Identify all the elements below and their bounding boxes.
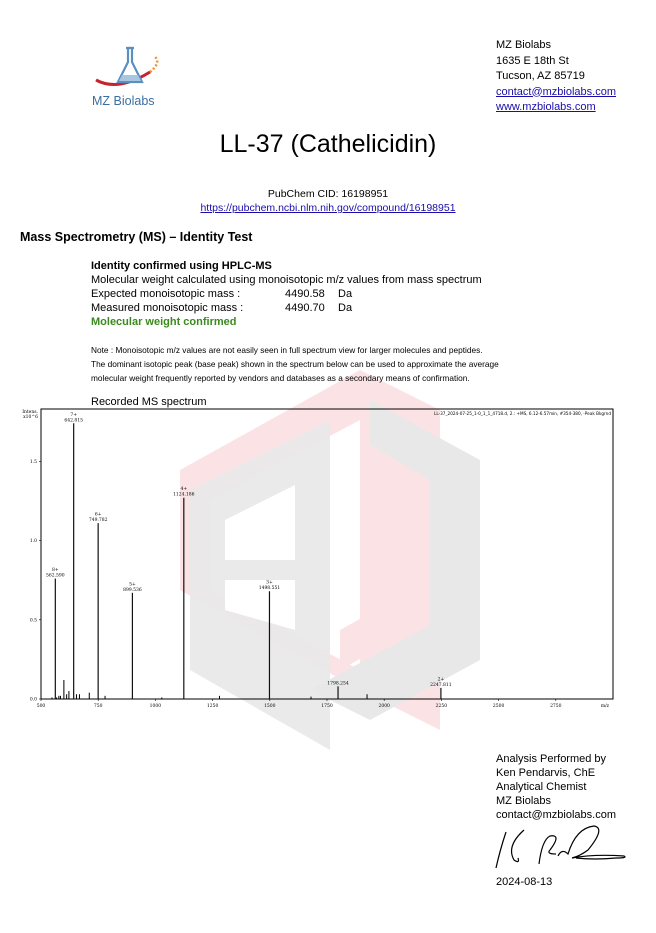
- peak-mz-label: 1498.551: [258, 586, 281, 592]
- x-tick-label: 2750: [550, 704, 562, 709]
- address-street: 1635 E 18th St: [496, 54, 569, 67]
- x-tick-label: 1500: [264, 704, 276, 709]
- identity-heading: Identity confirmed using HPLC-MS: [91, 260, 272, 272]
- signoff-line: Analysis Performed by: [496, 753, 607, 765]
- x-tick-label: 2250: [435, 704, 448, 709]
- measured-mass-row: [91, 301, 482, 315]
- logo-text: MZ Biolabs: [92, 94, 155, 108]
- peak-mz-label: 749.782: [88, 518, 108, 524]
- document-title: LL-37 (Cathelicidin): [219, 130, 437, 158]
- signoff-block: [496, 752, 616, 822]
- peak-mz-label: 1798.254: [327, 681, 349, 687]
- analyst-name: Ken Pendarvis, ChE: [496, 767, 596, 779]
- section-heading: Mass Spectrometry (MS) – Identity Test: [20, 230, 253, 244]
- signoff-date: 2024-08-13: [496, 876, 553, 888]
- expected-mass-value: 4490.58: [285, 288, 325, 300]
- contact-email-link[interactable]: contact@mzbiolabs.com: [496, 85, 616, 98]
- peak-charge-label: 7+: [70, 412, 77, 418]
- peak-charge-label: 2+: [437, 677, 445, 683]
- y-tick-label: 0.0: [29, 697, 37, 703]
- peak-charge-label: 6+: [94, 512, 102, 518]
- address-city: Tucson, AZ 85719: [496, 70, 585, 82]
- peak-mz-label: 1124.186: [173, 492, 195, 498]
- peak-charge-label: 5+: [129, 582, 136, 588]
- expected-mass-unit: Da: [338, 288, 353, 300]
- method-line: Molecular weight calculated using monoisotopic m/z values from mass spectrum: [91, 274, 482, 286]
- peak-charge-label: 4+: [180, 487, 188, 493]
- y-axis-unit: x10^6: [23, 415, 38, 420]
- peak-charge-label: 3+: [266, 580, 273, 586]
- y-tick-label: 1.0: [29, 539, 37, 545]
- peak-mz-label: 642.815: [64, 418, 83, 424]
- y-tick-label: 0.5: [29, 618, 37, 624]
- x-tick-label: 1750: [321, 704, 333, 709]
- x-tick-label: 750: [93, 704, 103, 709]
- x-tick-label: 1000: [149, 704, 162, 709]
- peak-charge-label: 8+: [52, 568, 59, 574]
- pubchem-block: [0, 187, 656, 215]
- plot-frame: [41, 409, 613, 699]
- peak-mz-label: 562.590: [46, 573, 65, 579]
- chart-title: LL-37_2024-07-25_1-0_1_1_4718.d, 2.: +MS, 6.12-6.57min, #354-380, -Peak Bkgrnd: [434, 411, 611, 416]
- x-tick-label: 2500: [492, 704, 505, 709]
- website-link[interactable]: www.mzbiolabs.com: [496, 101, 596, 113]
- x-tick-label: 2000: [378, 704, 390, 709]
- company-address: [496, 38, 616, 116]
- result-status: Molecular weight confirmed: [91, 316, 237, 328]
- expected-mass-label: Expected monoisotopic mass :: [91, 288, 241, 300]
- note-line: molecular weight frequently reported by vendors and databases as a secondary means of confirmation.: [91, 373, 470, 383]
- company-logo: [88, 42, 178, 112]
- note-block: [91, 343, 499, 385]
- spectrum-title: Recorded MS spectrum: [91, 396, 207, 408]
- y-axis-label: Intens.: [22, 410, 38, 415]
- peak-mz-label: 2247.811: [430, 682, 452, 688]
- peak-mz-label: 899.536: [123, 587, 142, 593]
- flask-orbit-icon: [88, 42, 178, 94]
- analyst-company: MZ Biolabs: [496, 795, 552, 807]
- measured-mass-label: Measured monoisotopic mass :: [91, 302, 244, 314]
- note-line: The dominant isotopic peak (base peak) shown in the spectrum below can be used to approximate the average: [91, 359, 499, 369]
- note-line: Note : Monoisotopic m/z values are not easily seen in full spectrum view for larger molecules and peptides.: [91, 345, 483, 355]
- x-tick-label: 500: [36, 704, 46, 709]
- measured-mass-value: 4490.70: [285, 302, 325, 314]
- pubchem-cid: PubChem CID: 16198951: [267, 188, 389, 200]
- pubchem-link[interactable]: https://pubchem.ncbi.nlm.nih.gov/compound/16198951: [200, 202, 456, 214]
- address-company: MZ Biolabs: [496, 39, 552, 51]
- x-tick-label: 1250: [206, 704, 219, 709]
- x-axis-label: m/z: [600, 704, 609, 709]
- analyst-role: Analytical Chemist: [496, 781, 587, 793]
- y-tick-label: 1.5: [29, 459, 37, 465]
- ms-spectrum-chart: [0, 405, 656, 715]
- identity-block: [91, 259, 482, 329]
- expected-mass-row: [91, 287, 482, 301]
- measured-mass-unit: Da: [338, 302, 353, 314]
- analyst-email: contact@mzbiolabs.com: [496, 809, 616, 821]
- signature-icon: [484, 820, 634, 870]
